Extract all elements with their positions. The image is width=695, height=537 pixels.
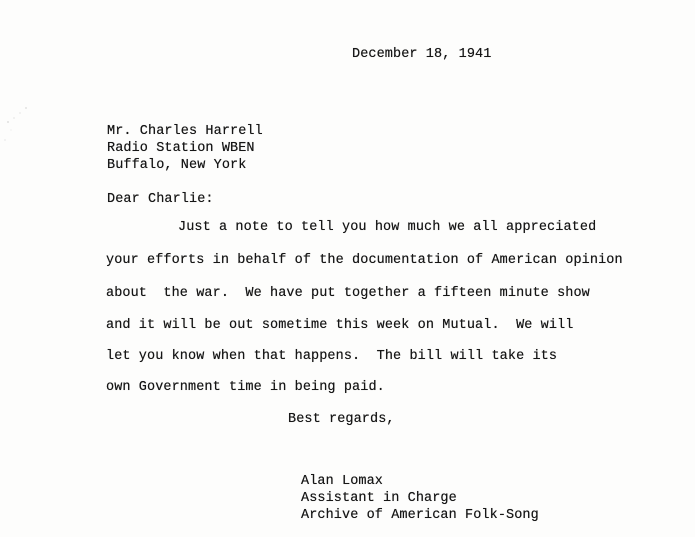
signer-title: Assistant in Charge <box>301 491 457 506</box>
paper-specks <box>0 60 40 180</box>
recipient-name: Mr. Charles Harrell <box>107 124 263 139</box>
body-line: let you know when that happens. The bill will take its <box>106 349 558 364</box>
closing: Best regards, <box>288 412 395 427</box>
body-line: about the war. We have put together a fifteen minute show <box>106 286 590 301</box>
body-line: and it will be out sometime this week on Mutual. We will <box>106 318 574 333</box>
body-line: your efforts in behalf of the documentation of American opinion <box>106 253 623 268</box>
signer-name: Alan Lomax <box>301 474 384 489</box>
body-line: Just a note to tell you how much we all appreciated <box>178 220 597 235</box>
recipient-organization: Radio Station WBEN <box>107 141 255 156</box>
body-line: own Government time in being paid. <box>106 380 385 395</box>
signer-department: Archive of American Folk-Song <box>301 508 539 523</box>
letter-date: December 18, 1941 <box>352 47 492 62</box>
salutation: Dear Charlie: <box>107 192 214 207</box>
recipient-city: Buffalo, New York <box>107 158 247 173</box>
